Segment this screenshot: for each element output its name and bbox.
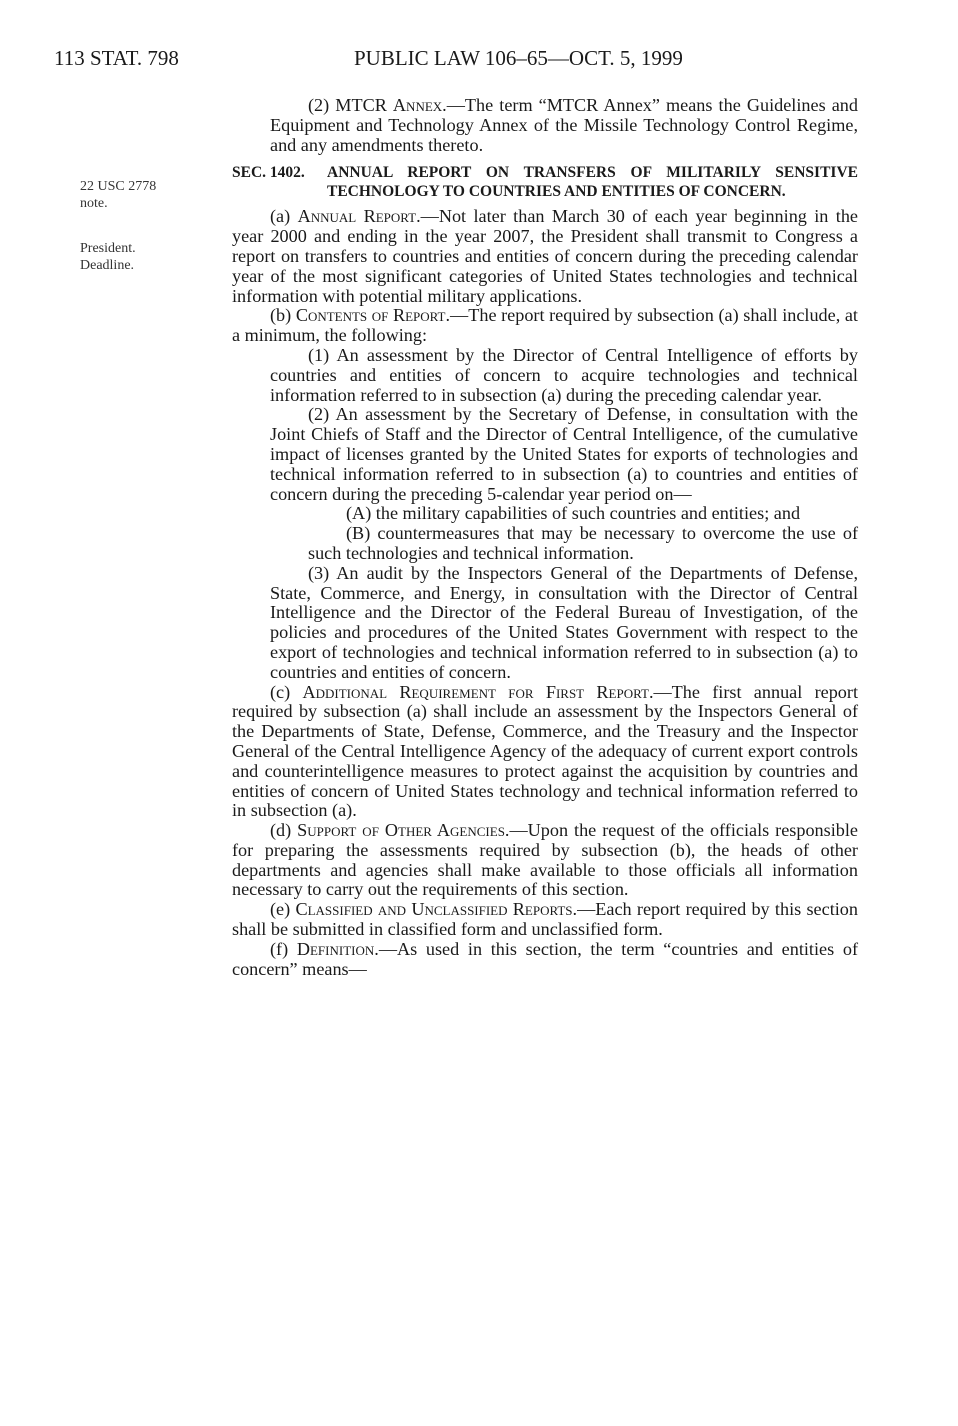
subparagraph-b2b: (B) countermeasures that may be necessary to overcome the use of such technologies and technical information. <box>308 523 858 563</box>
subsection-f <box>232 940 858 980</box>
statute-page-number: 113 STAT. 798 <box>54 46 179 70</box>
subsection-text: .—As used in this section, the term “countries and entities of concern” means— <box>232 938 859 979</box>
subsection-number: (a) <box>270 206 298 227</box>
margin-note-usc-note: note. <box>80 196 108 211</box>
subparagraph-b2a: (A) the military capabilities of such countries and entities; and <box>346 503 801 524</box>
subsection-text: .—The first annual report required by subsection (a) shall include an assessment by the Inspectors General of the Departments of State, Defense, Commerce, and the Treasury and the Inspector General of the Central Intelligence Agency of the adequacy of current export controls and counterintelligence measures to protect against the acquisition by countries and entities of concern of United States technology and technical information referred to in subsection (a). <box>232 681 858 821</box>
subsection-b <box>232 306 858 346</box>
subsection-number: (c) <box>270 681 303 702</box>
paragraph-text: .—The term “MTCR Annex” means the Guidelines and Equipment and Technology Annex of the Missile Technology Control Regime, and any amendments thereto. <box>270 95 858 155</box>
subsection-c <box>232 683 858 822</box>
public-law-citation: PUBLIC LAW 106–65—OCT. 5, 1999 <box>354 46 683 70</box>
subsection-text: .—The report required by subsection (a) shall include, at a minimum, the following: <box>232 305 858 346</box>
section-number: SEC. 1402. <box>232 164 305 182</box>
subsection-number: (f) <box>270 938 297 959</box>
margin-note-usc-citation: 22 USC 2778 <box>80 179 157 194</box>
subsection-number: (b) <box>270 305 296 326</box>
margin-note-president-label: President. <box>80 241 136 256</box>
body-text <box>232 96 858 979</box>
subsection-a <box>232 207 858 306</box>
subsection-text: .—Upon the request of the officials responsible for preparing the assessments required by subsection (b), the heads of other departments and agencies shall make available to those officials all information necessary to carry out the requirements of this section. <box>232 820 858 900</box>
subsection-heading: Annual Report <box>297 206 417 227</box>
subsection-heading: Contents of Report <box>295 305 446 326</box>
margin-note-usc <box>80 178 208 212</box>
paragraph-b1: (1) An assessment by the Director of Central Intelligence of efforts by countries and entities of concern to acquire technologies and technical information referred to in subsection (a) during the preceding calendar year. <box>270 344 858 405</box>
subsection-heading: Additional Requirement for First Report <box>302 681 649 702</box>
paragraph-number: (2) MTCR <box>308 95 393 115</box>
paragraph-mtcr-annex <box>232 96 858 155</box>
section-heading <box>232 163 858 201</box>
subsection-text: .—Each report required by this section shall be submitted in classified form and unclassified form. <box>232 899 858 940</box>
subsection-text: .—Not later than March 30 of each year beginning in the year 2000 and ending in the year 2007, the President shall transmit to Congress a report on transfers to countries and entities of concern during the preceding calendar year of the most significant categories of United States technologies and technical information with potential military applications. <box>232 206 858 306</box>
margin-note-president <box>80 240 208 274</box>
margin-note-deadline-label: Deadline. <box>80 258 135 273</box>
section-title: ANNUAL REPORT ON TRANSFERS OF MILITARILY SENSITIVE TECHNOLOGY TO COUNTRIES AND ENTITIES OF CONCERN. <box>327 164 858 201</box>
paragraph-b3: (3) An audit by the Inspectors General of the Departments of Defense, State, Commerce, and Energy, in consultation with the Director of Central Intelligence and the Director of the Federal Bureau of Investigation, of the policies and procedures of the United States Government with respect to the export of technologies and technical information referred to in subsection (a) to countries and entities of concern. <box>270 562 858 682</box>
subsection-heading: Classified and Unclassified Reports <box>295 899 573 920</box>
subsection-number: (e) <box>270 899 296 920</box>
paragraph-b2: (2) An assessment by the Secretary of Defense, in consultation with the Joint Chiefs of Staff and the Director of Central Intelligence, of the cumulative impact of licenses granted by the United States for exports of technologies and technical information referred to in subsection (a) to countries and entities of concern during the preceding 5-calendar year period on— <box>270 404 858 504</box>
subsection-e <box>232 900 858 940</box>
subsection-d <box>232 821 858 900</box>
subsection-heading: Definition <box>296 938 375 959</box>
paragraph-heading: Annex <box>392 95 443 115</box>
page-header <box>54 46 918 78</box>
subsection-number: (d) <box>270 820 298 841</box>
subsection-heading: Support of Other Agencies <box>297 820 505 841</box>
